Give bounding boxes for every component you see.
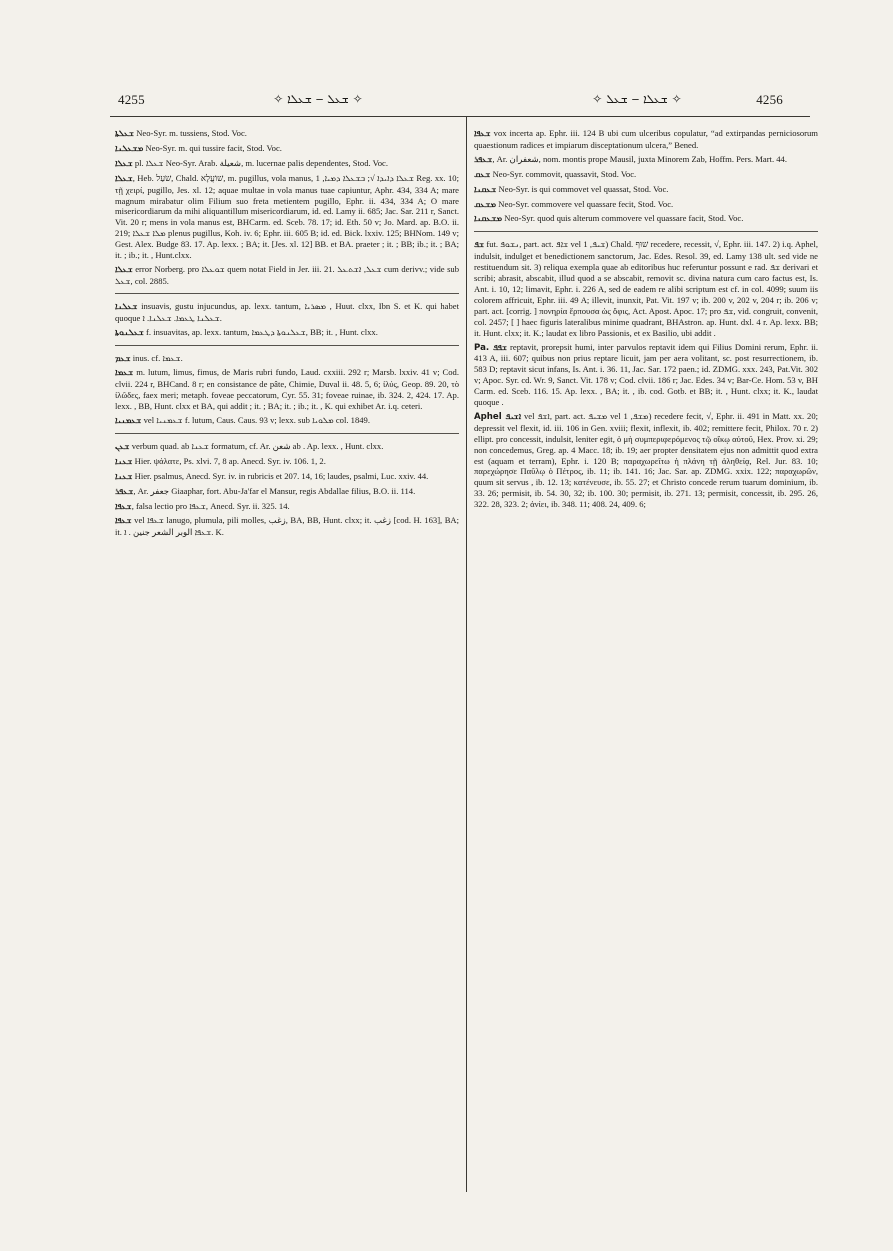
entry-text: Neo-Syr. is qui commovet vel quassat, Stod. Voc. [496,183,669,194]
dictionary-entry [115,301,459,324]
left-column [115,128,459,1188]
entry-text: Neo-Syr. m. tussiens, Stod. Voc. [134,128,247,138]
section-separator [115,293,459,294]
entry-headword: ܫܥܦܪ [115,486,134,497]
entry-headword: ܫܥܦܐ [115,516,132,527]
entry-text: vel ܫܥܡܢܝܐ f. lutum, Caus. Caus. 93 v; lexx. sub ܡܠܘܝܐ col. 1849. [141,415,370,426]
entry-headword: ܡܫܥܩܢܐ [474,214,503,225]
entry-headword: ܫܥܦܐ [474,129,491,139]
entry-text: Neo-Syr. m. qui tussire facit, Stod. Voc. [143,142,282,153]
dictionary-entry [474,411,818,510]
entry-headword: ܫܥܢܐ [115,456,133,467]
entry-headword: ܫܥܦܪ [474,154,493,165]
entry-headword: ܡܫܥܠܢܐ [115,143,144,154]
entry-headword: ܡܫܥܩ [474,199,497,210]
dictionary-entry [115,367,459,412]
dictionary-entry [115,353,459,365]
entry-headword: ܫܥܠܬܐ [115,129,135,139]
entry-text: Hier. psalmus, Anecd. Syr. iv. in rubricis et 207. 14, 16; laudes, psalmi, Luc. xxiv. 44. [132,470,429,481]
dictionary-entry [115,515,459,538]
entry-text: f. insuavitas, ap. lexx. tantum, ܫܥܠܢܘܬܐ ܕܛܥܡܐ, BB; it. , Hunt. clxx. [143,326,378,337]
entry-text: error Norberg. pro ܫܘܥܠܐ quem notat Field in Jer. iii. 21. ܫܥܠ, ܐܫܬܥܠ cum derivv.; vide sub ܫܥܠ, col. 2885. [115,263,459,286]
entry-text: , Heb. שֹׁעַל, Chald. שׁוֹעֲלָא, m. pugillus, vola manus, ܫܥܠܐ ܕܐܝܕܐ √; ܒܫܥܠܐ ܕܡܝܐ, 1 Reg. xx. 10; τῇ χειρί, pugillo, Jes. xl. 12; aquae multae in vola manus tuae capiuntur, Aphr. 434, 334 A; mare magnum mirabatur olim Filium suo freta metientem pugillo, Ephr. ii. 434, 334 A; O mare misericordiarum da mihi aliquantillum misericordiarum, id. ed. Lamy ii. 685; Jac. Sar. 211 r, Sanct. Vit. 20 r; mens in vola manus est, BHCarm. ed. Sceb. 78. 17; id. Eth. 50 v; Jo. Mard. ap. B.O. ii. 219; ܡܠܐ ܫܥܠܐ plenus pugillus, Koh. iv. 6; Ephr. iii. 605 B; id. ed. Bick. lxxiv. 125; BHNom. 149 v; Gest. Alex. Budge 83. 17. Ap. lexx. ; BA; it. [Jes. xl. 12] BB. et BA. praeter ; it. ; BB; ib.; it. ; BA; it. ; ib.; it. , Hunt.clxx. [115,172,459,261]
entry-headword: ܫܥܦܐ [115,501,132,512]
entry-text: fut. ܢܫܘܦ, part. act. ܫܐܦ vel ܫܝܦ, 1) Chald. שׁוּף recedere, recessit, √, Ephr. iii. 147. 2) i.q. Aphel, indulsit, indulget et benedictionem sanctorum, Jac. Edes. Resol. 39, ed. Lamy 138 ult. sed vide ne restituendum sit. 3) reliqua exempla quae ab editoribus huc referuntur possunt e rad. ܫܦ derivari et scribi; abrasit, abscabit, illud quod a se abscabit, removit sc. divina natura cum caro factus est, Is. Ant. i. 10, 12; limavit, Ephr. i. 226 A, sed de eadem re alibi scriptum est cf. in col. 4099; suum iis colorem affricuit, Ephr. iii. 49 A; illevit, inunxit, Pat. Vit. 197 v; ib. 200 v, 202 v, 204 r; ib. 206 v; part. act. [corrig. ] πονηρία ἕρπουσα ὡς ὄφις, Act. Apost. Apoc. 17; pro ܫܦ, vid. congruit, convenit, col. 2457; [ ] haec figuris lateralibus minime quadrant, BHAstron. ap. Hunt. dxl. 4 r. Ap. lexx. BB; it. Hunt. clxx; it. K.; laudat ex libro Passionis, et ex Basilio, ubi addit . [474,239,818,338]
dictionary-entry [474,184,818,196]
entry-text: m. lutum, limus, fimus, de Maris rubri fundo, Laud. cxxiii. 292 r; Marsb. lxxiv. 41 v; Cod. clvii. 224 r, BHCand. 8 r; en consistance de pâte, Chimie, Duval ii. 48. 5, 6; ἰλύς, Geop. 89. 20, τὸ ἰλῶδες, faex meri; metaph. foveae peccatorum, Cyr. 55. 31; foveae ruinae, ib. 324. 2, 424. 17. Ap. lexx. , BB, Hunt. clxx et BA, qui addit ; it. ; BA; it. ; ib.; it. , K. qui exhibet Ar. i.q. ceteri. [115,367,459,412]
entry-text: insuavis, gustu injucundus, ap. lexx. tantum, ܡܣܪܝܐ , Huut. clxx, Ibn S. et K. qui habet quoque ܫܥܠܢܐ ܛܥܡܐ. ܫܥܠܢܐ. ܐ. [115,300,459,323]
dictionary-entry [115,264,459,287]
entry-text: vel ܐܫܦ, part. act. ܡܫܝܦ vel ܡܫܦ, 1) recedere fecit, √, Ephr. ii. 491 in Matt. xx. 20; depressit vel flexit, id. iii. 106 in Gen. xviii; flexit, inflexit, ib. 402; remittere fecit, Philox. 70 r. 2) ellipt. pro concessit, indulsit, leniter egit, ὁ μὴ συμπεριφερόμενος τῷ οἴκῳ αὐτοῦ, Hex. Prov. xi. 29; non concedemus, Greg. ap. 4 Macc. 18; ib. 19; aer propter densitatem ejus non admittit quod extra est (aquam et terram), Ephr. i. 120 B; παραχωρεῖτω ἡ πλάνη τῇ ἀληθείᾳ, Rel. Jur. 83. 10; παρεχώρησε Παῦλῳ ὁ Πέτρος, ib. 11; ib. 141. 16; Jac. Sar. ap. ZDMG. xxix. 122; παραχωρῶν, quum sit servus , ib. 12. 13; κατένευσε, ib. 55. 27; et Christo concede rerum tuarum dominium, ib. 33. 26; permisit, ib. 54. 30, 32; ib. 100. 30; permisit, ib. 271. 13; permisit, concessit, ib. 295. 26, 322. 28, 323. 2; ἀνίει, ib. 348. 11; 408. 24, 409. 6; [474,410,818,510]
section-separator [115,345,459,346]
entry-headword: ܫܥܠܢܐ [115,301,138,312]
page-number-left: 4255 [118,92,145,107]
entry-headword: ܫܥܠܐ [115,158,133,169]
dictionary-entry [115,327,459,339]
entry-headword: ܫܥܠܐ [115,264,133,275]
dictionary-entry [474,169,818,181]
entry-headword: ܫܥܠܐ [115,173,133,184]
entry-text: reptavit, prorepsit humi, inter parvulos reptavit idem qui Filius Domini rerum, Ephr. ii. 413 A, iii. 607; quibus non prius reptare licuit, jam per aera volitant, sc. post resurrectionem, ib. 583 D; reptavit sicut infans, Is. Ant. i. 36. 11, Jac. Sar. 172 paen.; id. ZDMG. xxx. 243, Pat.Vit. 302 v; Apoc. Syr. cd. Wr. 9, Sanct. Vit. 178 v; Cod. clvii. 186 r; Jac. Edes. 34 v; Bar-Ce. Hom. 53 v, BH Carm. ed. Sceb. 116. 15. Ap. lexx. , BA; it. , ib. cod. Gotb. et BB; it. , Hunt. clxx; it. K., laudat quoque . [474,341,818,408]
dictionary-entry [474,128,818,151]
dictionary-entry [115,143,459,155]
header-rule [110,116,810,117]
column-divider [466,116,467,1192]
running-head-left: ✧ ܫܥܠ ‒ ܫܥܠܐ ✧ [273,92,363,106]
entry-text: Neo-Syr. quod quis alterum commovere vel quassare facit, Stod. Voc. [502,213,744,224]
entry-text: verbum quad. ab ܫܥܢܐ formatum, cf. Ar. شعن ab . Ap. lexx. , Hunt. clxx. [129,440,384,451]
running-head-right: ✧ ܫܥܠܐ ‒ ܫܥܠ ✧ [592,92,682,106]
entry-text: inus. cf. ܫܥܡܐ. [130,352,183,363]
dictionary-entry [115,128,459,140]
page-number-right: 4256 [756,92,783,107]
dictionary-entry [115,456,459,468]
entry-headword: Pa. ܫܦܦ [474,342,508,353]
entry-text: , Ar. شعفران, nom. montis prope Mausil, juxta Minorem Zab, Hoffm. Pers. Mart. 44. [492,153,787,164]
dictionary-entry [474,239,818,338]
entry-text: , Ar. جعفر Giaaphar, fort. Abu-Ja'far el Mansur, regis Abdallae filius, B.O. ii. 114. [133,485,416,496]
dictionary-entry [115,441,459,453]
entry-text: pl. ܫܥܠܐ Neo-Syr. Arab. شعيلة, m. lucernae palis dependentes, Stod. Voc. [132,157,389,168]
dictionary-entry [474,342,818,408]
section-separator [115,433,459,434]
entry-headword: Aphel ܐܫܝܦ [474,411,522,422]
entry-headword: ܫܦ [474,240,485,251]
right-column [474,128,818,1188]
entry-text: vel ܫܥܦܐ lanugo, plumula, pili molles, زغب, BA, BB, Hunt. clxx; it. زغب [cod. H. 163], BA; it. ܫܥܦܐ الوبر الشعر جنين . ܐ. K. [115,515,459,538]
dictionary-entry [474,213,818,225]
entry-headword: ܫܥܠܢܘܬܐ [115,327,144,338]
entry-headword: ܫܥܢ [115,441,130,452]
entry-headword: ܫܥܡ [115,353,131,364]
entry-headword: ܫܥܢܐ [115,471,133,482]
entry-text: Neo-Syr. commovit, quassavit, Stod. Voc. [490,168,637,179]
entry-headword: ܫܥܩܢܐ [474,184,497,195]
entry-headword: ܫܥܡܐ [115,368,134,379]
dictionary-entry [115,158,459,170]
entry-text: , falsa lectio pro ܫܥܦܐ, Anecd. Syr. ii. 325. 14. [131,500,290,511]
entry-headword: ܫܥܩ [474,169,491,180]
entry-text: Hier. ψάλατε, Ps. xlvi. 7, 8 ap. Anecd. Syr. iv. 106. 1, 2. [132,455,326,466]
section-separator [474,231,818,232]
dictionary-entry [115,415,459,427]
dictionary-entry [115,173,459,261]
dictionary-entry [115,471,459,483]
entry-text: Neo-Syr. commovere vel quassare fecit, Stod. Voc. [496,198,674,209]
entry-text: vox incerta ap. Ephr. iii. 124 B ubi cum ulceribus copulatur, “ad extirpandas perniciosorum quaestionum radices et impiarum disceptationum ulcera,” Bened. [474,128,818,150]
dictionary-entry [474,199,818,211]
dictionary-entry [115,486,459,498]
dictionary-entry [115,501,459,513]
entry-headword: ܫܥܡܢܝܐ [115,416,142,427]
dictionary-entry [474,154,818,166]
